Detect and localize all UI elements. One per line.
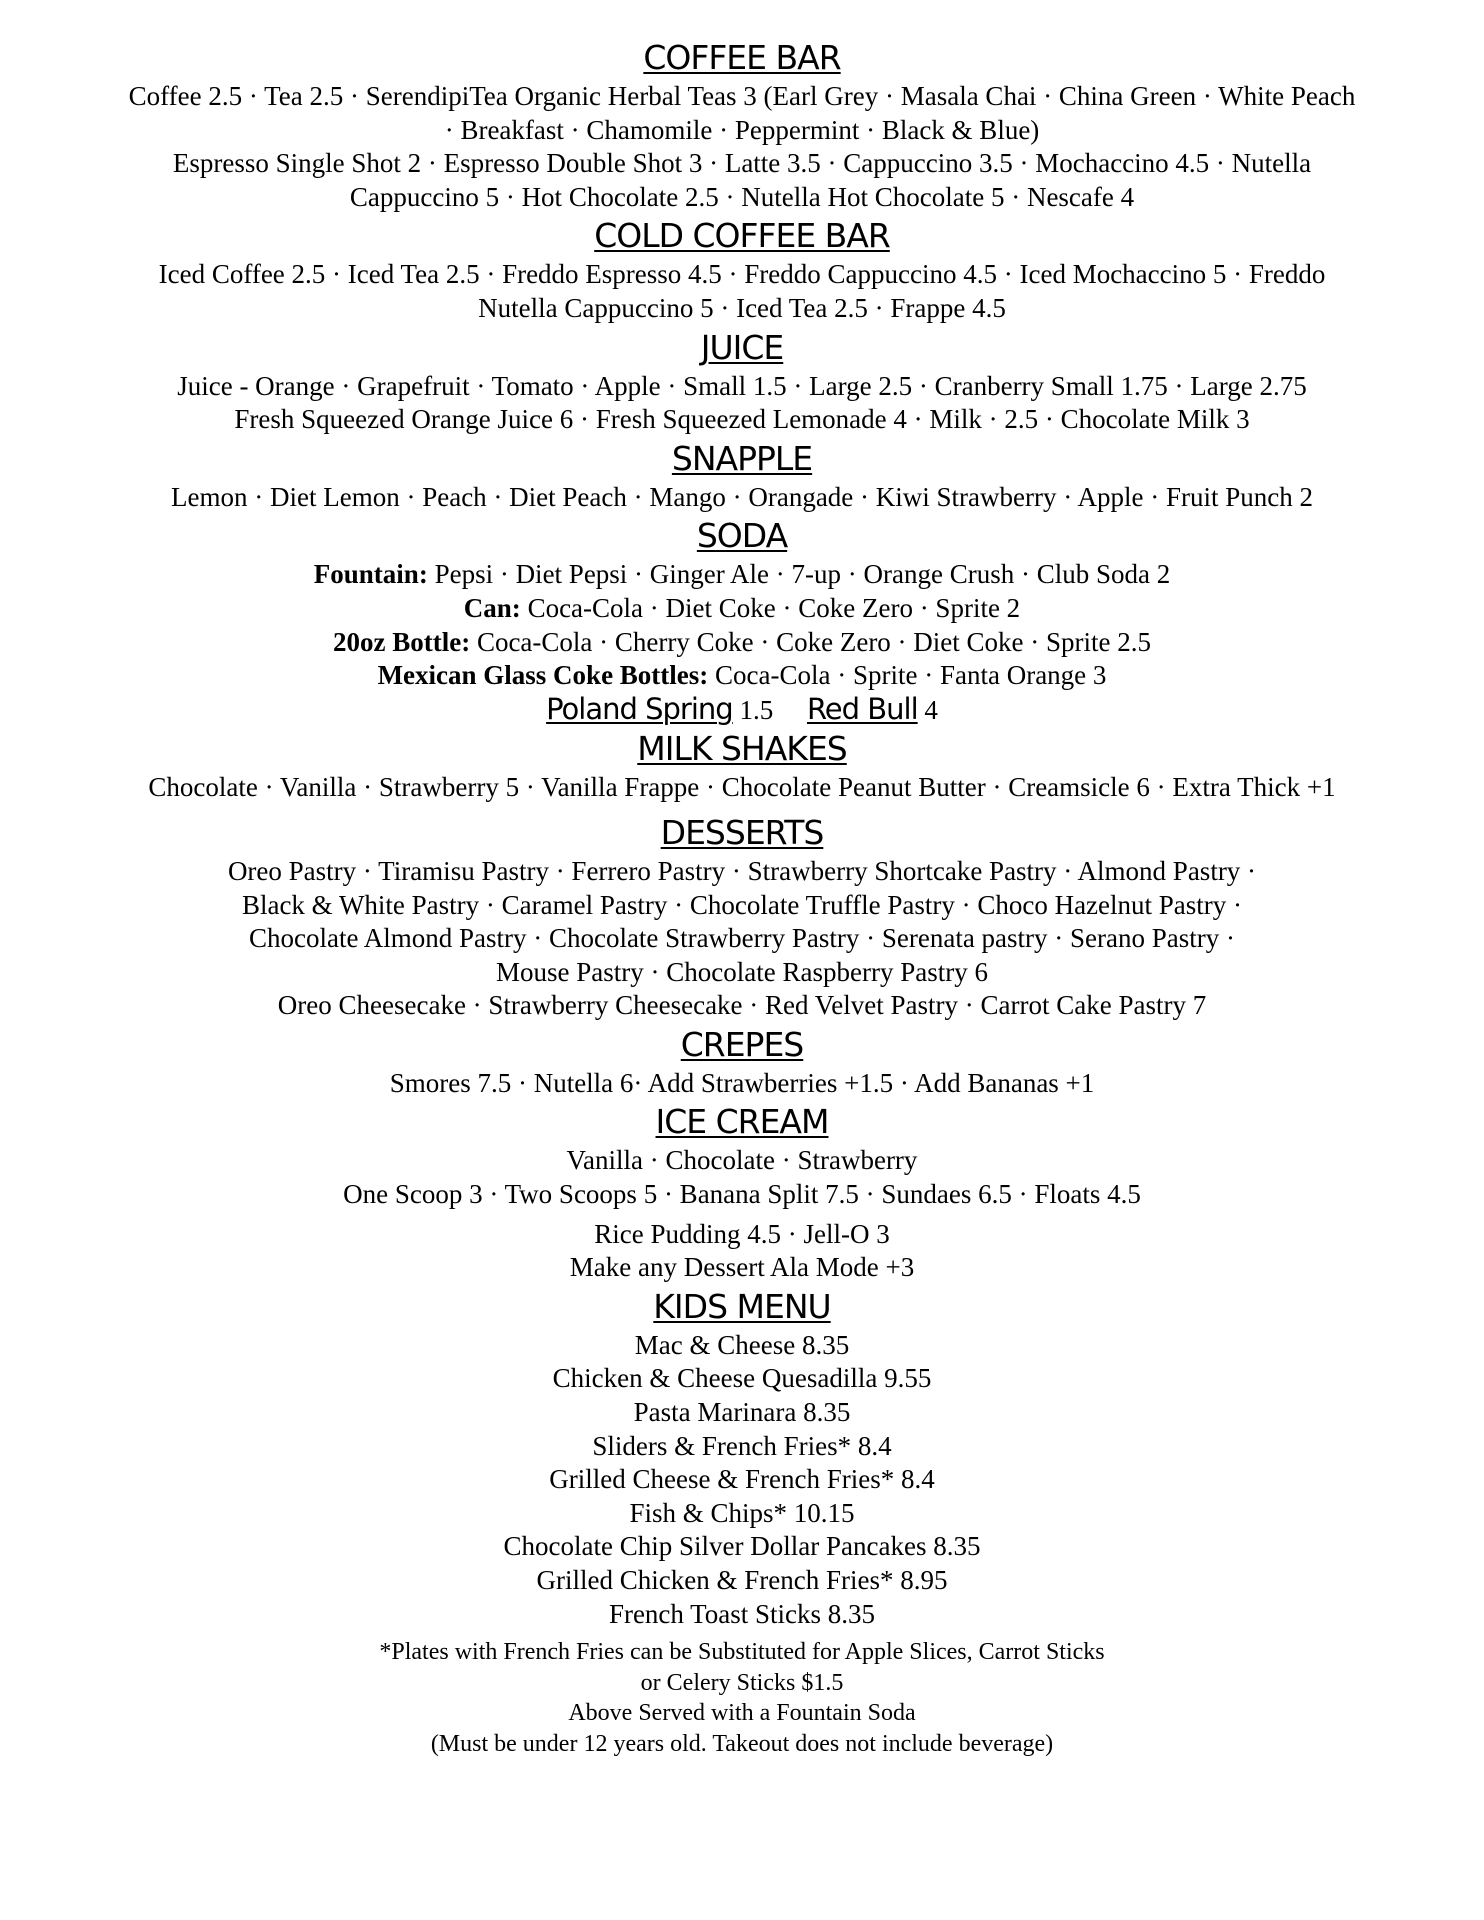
- desserts-line: Chocolate Almond Pastry · Chocolate Strawberry Pastry · Serenata pastry · Serano Pastry ·: [248, 923, 1235, 954]
- soda-row-text: Pepsi · Diet Pepsi · Ginger Ale · 7-up · Orange Crush · Club Soda 2: [427, 559, 1171, 590]
- kids-menu-note: Above Served with a Fountain Soda: [568, 1700, 916, 1727]
- crepes-line: Smores 7.5 · Nutella 6· Add Strawberries +1.5 · Add Bananas +1: [389, 1067, 1095, 1098]
- desserts-heading: DESSERTS: [660, 812, 824, 852]
- juice-section: [0, 326, 1484, 437]
- kids-menu-heading: KIDS MENU: [653, 1286, 831, 1326]
- kids-menu-item: Pasta Marinara 8.35: [633, 1397, 851, 1428]
- coffee-bar-section: [0, 36, 1484, 214]
- soda-row-label: Can:: [463, 592, 521, 623]
- poland-spring-price: 1.5: [732, 694, 774, 725]
- ice-cream-extra-line: Make any Dessert Ala Mode +3: [569, 1252, 915, 1283]
- soda-extras: [0, 693, 1484, 728]
- snapple-section: [0, 437, 1484, 515]
- coffee-bar-heading: COFFEE BAR: [643, 38, 841, 77]
- desserts-line: Oreo Cheesecake · Strawberry Cheesecake · Red Velvet Pastry · Carrot Cake Pastry 7: [277, 990, 1207, 1021]
- desserts-section: [0, 811, 1484, 1023]
- kids-menu-item: Mac & Cheese 8.35: [634, 1329, 850, 1360]
- poland-spring-heading: Poland Spring: [546, 691, 733, 726]
- ice-cream-heading: ICE CREAM: [655, 1102, 829, 1142]
- cold-coffee-bar-heading: COLD COFFEE BAR: [594, 216, 890, 256]
- kids-menu-item: Sliders & French Fries* 8.4: [592, 1430, 892, 1461]
- kids-menu-note: *Plates with French Fries can be Substituted for Apple Slices, Carrot Sticks: [379, 1639, 1105, 1666]
- desserts-line: Black & White Pastry · Caramel Pastry · Chocolate Truffle Pastry · Choco Hazelnut Pastry ·: [241, 889, 1243, 920]
- snapple-line: Lemon · Diet Lemon · Peach · Diet Peach · Mango · Orangade · Kiwi Strawberry · Apple · Fruit Punch 2: [171, 481, 1313, 512]
- soda-heading: SODA: [696, 516, 788, 556]
- kids-menu-note: (Must be under 12 years old. Takeout does not include beverage): [430, 1730, 1054, 1757]
- kids-menu-item: Grilled Chicken & French Fries* 8.95: [536, 1565, 948, 1595]
- kids-menu-section: [0, 1285, 1484, 1759]
- soda-row-text: Coca-Cola · Diet Coke · Coke Zero · Sprite 2: [520, 592, 1021, 623]
- kids-menu-item: Chocolate Chip Silver Dollar Pancakes 8.35: [503, 1531, 981, 1562]
- soda-row-text: Coca-Cola · Cherry Coke · Coke Zero · Diet Coke · Sprite 2.5: [470, 626, 1152, 657]
- soda-row: [0, 592, 1484, 626]
- ice-cream-section: [0, 1100, 1484, 1284]
- desserts-line: Oreo Pastry · Tiramisu Pastry · Ferrero Pastry · Strawberry Shortcake Pastry · Almond Pastry ·: [227, 855, 1257, 886]
- soda-row-label: Mexican Glass Coke Bottles:: [377, 660, 709, 691]
- snapple-heading: SNAPPLE: [671, 438, 813, 478]
- juice-line: Fresh Squeezed Orange Juice 6 · Fresh Squeezed Lemonade 4 · Milk · 2.5 · Chocolate Milk 3: [234, 404, 1250, 435]
- kids-menu-item: Chicken & Cheese Quesadilla 9.55: [552, 1363, 932, 1394]
- soda-row: [0, 659, 1484, 693]
- kids-menu-item: Fish & Chips* 10.15: [629, 1497, 855, 1528]
- red-bull-price: 4: [917, 694, 938, 725]
- crepes-heading: CREPES: [680, 1024, 804, 1064]
- ice-cream-extra-line: Rice Pudding 4.5 · Jell-O 3: [594, 1218, 890, 1249]
- soda-row-text: Coca-Cola · Sprite · Fanta Orange 3: [708, 660, 1107, 691]
- cold-coffee-bar-section: [0, 214, 1484, 325]
- ice-cream-line: Vanilla · Chocolate · Strawberry: [566, 1145, 918, 1176]
- cold-coffee-bar-line: Iced Coffee 2.5 · Iced Tea 2.5 · Freddo Espresso 4.5 · Freddo Cappuccino 4.5 · Iced Mochaccino 5 · Freddo: [158, 259, 1326, 290]
- kids-menu-item: Grilled Cheese & French Fries* 8.4: [549, 1464, 935, 1495]
- juice-line: Juice - Orange · Grapefruit · Tomato · Apple · Small 1.5 · Large 2.5 · Cranberry Small 1.75 · Large 2.75: [177, 370, 1307, 401]
- coffee-bar-line: Coffee 2.5 · Tea 2.5 · SerendipiTea Organic Herbal Teas 3 (Earl Grey · Masala Chai · China Green · White Peach: [128, 81, 1356, 111]
- coffee-bar-line: · Breakfast · Chamomile · Peppermint · Black & Blue): [444, 114, 1040, 145]
- crepes-section: [0, 1023, 1484, 1101]
- soda-row: [0, 626, 1484, 660]
- red-bull-heading: Red Bull: [806, 691, 918, 726]
- menu-page: [0, 36, 1484, 1759]
- coffee-bar-line: Cappuccino 5 · Hot Chocolate 2.5 · Nutella Hot Chocolate 5 · Nescafe 4: [349, 181, 1135, 212]
- milk-shakes-heading: MILK SHAKES: [637, 729, 847, 769]
- soda-row: [0, 558, 1484, 592]
- kids-menu-item: French Toast Sticks 8.35: [608, 1598, 876, 1629]
- soda-row-label: Fountain:: [313, 559, 428, 590]
- milk-shakes-line: Chocolate · Vanilla · Strawberry 5 · Vanilla Frappe · Chocolate Peanut Butter · Creamsicle 6 · Extra Thick +1: [148, 772, 1336, 803]
- ice-cream-line: One Scoop 3 · Two Scoops 5 · Banana Split 7.5 · Sundaes 6.5 · Floats 4.5: [343, 1179, 1141, 1210]
- desserts-line: Mouse Pastry · Chocolate Raspberry Pastry 6: [496, 956, 988, 987]
- soda-section: [0, 514, 1484, 727]
- soda-row-label: 20oz Bottle:: [332, 626, 471, 657]
- milk-shakes-section: [0, 727, 1484, 805]
- kids-menu-note: or Celery Sticks $1.5: [640, 1669, 844, 1696]
- cold-coffee-bar-line: Nutella Cappuccino 5 · Iced Tea 2.5 · Frappe 4.5: [478, 292, 1006, 323]
- juice-heading: JUICE: [700, 327, 784, 367]
- coffee-bar-line: Espresso Single Shot 2 · Espresso Double Shot 3 · Latte 3.5 · Cappuccino 3.5 · Mochaccino 4.5 · Nutella: [172, 148, 1312, 179]
